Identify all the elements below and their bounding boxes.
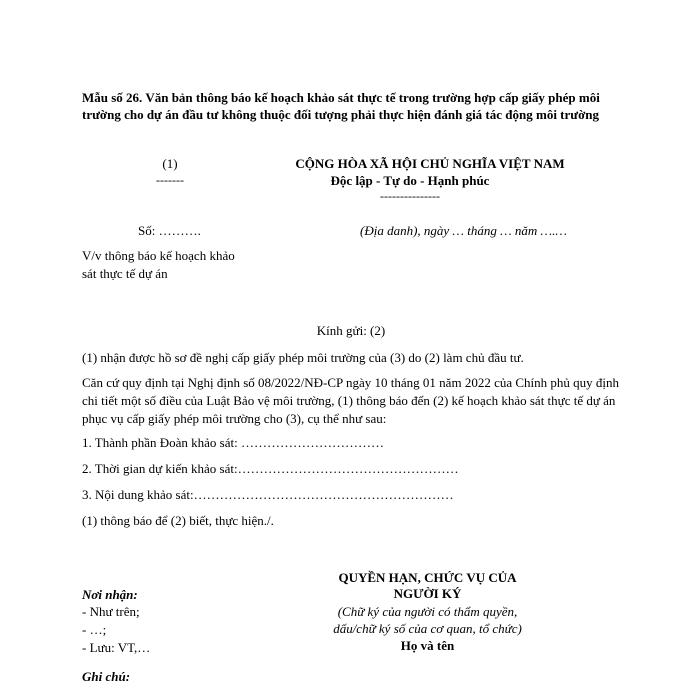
closing-line: (1) thông báo để (2) biết, thực hiện./.: [82, 513, 274, 528]
paragraph-1: (1) nhận được hồ sơ đề nghị cấp giấy phép môi trường của (3) do (2) làm chủ đầu tư.: [82, 350, 524, 365]
motto-divider: ---------------: [380, 189, 440, 203]
note-heading: Ghi chú:: [82, 669, 131, 684]
issuer-divider: -------: [156, 173, 184, 187]
place-date: (Địa danh), ngày … tháng … năm ….…: [360, 223, 567, 238]
subject-line-2: sát thực tế dự án: [82, 266, 168, 281]
signer-name: Họ và tên: [400, 638, 455, 653]
recipients-heading: Nơi nhận:: [82, 587, 138, 602]
signature-note-line-2: dấu/chữ ký số của cơ quan, tổ chức): [333, 621, 522, 636]
item-3: 3. Nội dung khảo sát:……………………………………………………: [82, 487, 454, 502]
form-title: Mẫu số 26. Văn bản thông báo kế hoạch khảo sát thực tế trong trường hợp cấp giấy phép môi trường cho dự án đầu tư không thuộc đối tượng phải thực hiện đánh giá tác động môi trường: [82, 90, 600, 122]
signature-note-line-1: (Chữ ký của người có thẩm quyền,: [337, 604, 518, 619]
recipient-line: Kính gửi: (2): [316, 323, 386, 338]
signer-authority-line-1: QUYỀN HẠN, CHỨC VỤ CỦA: [338, 570, 517, 585]
motto: Độc lập - Tự do - Hạnh phúc: [330, 173, 490, 188]
issuer-code: (1): [162, 156, 178, 171]
recipient-item: - Lưu: VT,…: [82, 640, 151, 655]
item-1: 1. Thành phần Đoàn khảo sát: ……………………………: [82, 435, 384, 450]
signer-authority-line-2: NGƯỜI KÝ: [393, 586, 462, 601]
subject-line-1: V/v thông báo kế hoạch khảo: [82, 248, 235, 263]
recipient-item: - Như trên;: [82, 604, 140, 619]
item-2: 2. Thời gian dự kiến khảo sát:……………………………………………: [82, 461, 459, 476]
nation-title: CỘNG HÒA XÃ HỘI CHỦ NGHĨA VIỆT NAM: [295, 156, 565, 171]
document-number: Số: ……….: [138, 223, 201, 238]
paragraph-2: Căn cứ quy định tại Nghị định số 08/2022/NĐ-CP ngày 10 tháng 01 năm 2022 của Chính phủ quy định chi tiết một số điều của Luật Bảo vệ môi trường, (1) thông báo đến (2) kế hoạch khảo sát thực tế dự án phục vụ cấp giấy phép môi trường cho (3), cụ thể như sau:: [82, 375, 619, 426]
recipient-item: - …;: [82, 622, 107, 637]
